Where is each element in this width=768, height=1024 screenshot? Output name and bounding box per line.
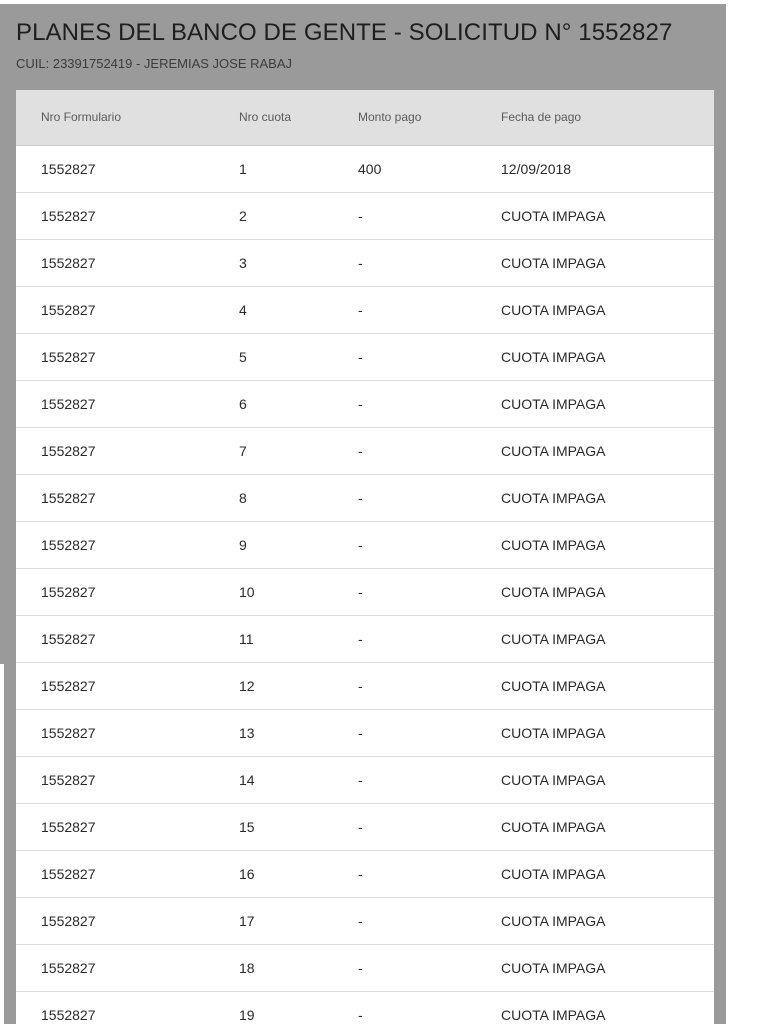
cell-fecha-pago: CUOTA IMPAGA: [501, 756, 714, 803]
table-row[interactable]: [16, 850, 714, 897]
table-row[interactable]: [16, 991, 714, 1024]
cell-nro-formulario: 1552827: [16, 662, 239, 709]
table-row[interactable]: [16, 615, 714, 662]
cell-nro-formulario: 1552827: [16, 568, 239, 615]
table-row[interactable]: [16, 427, 714, 474]
cell-fecha-pago: CUOTA IMPAGA: [501, 991, 714, 1024]
cell-fecha-pago: 12/09/2018: [501, 145, 714, 192]
table-row[interactable]: [16, 474, 714, 521]
cell-nro-cuota: 5: [239, 333, 358, 380]
column-header-monto-pago[interactable]: Monto pago: [358, 90, 501, 145]
cell-fecha-pago: CUOTA IMPAGA: [501, 192, 714, 239]
cell-nro-cuota: 15: [239, 803, 358, 850]
cell-fecha-pago: CUOTA IMPAGA: [501, 239, 714, 286]
cell-fecha-pago: CUOTA IMPAGA: [501, 709, 714, 756]
cell-monto-pago: -: [358, 192, 501, 239]
cell-monto-pago: -: [358, 474, 501, 521]
table-row[interactable]: [16, 145, 714, 192]
cell-nro-formulario: 1552827: [16, 897, 239, 944]
cell-monto-pago: -: [358, 568, 501, 615]
cell-nro-cuota: 6: [239, 380, 358, 427]
cell-monto-pago: -: [358, 803, 501, 850]
table-header-row: [16, 90, 714, 145]
cell-monto-pago: -: [358, 897, 501, 944]
page-header: [16, 14, 716, 76]
cell-monto-pago: -: [358, 521, 501, 568]
cell-monto-pago: -: [358, 850, 501, 897]
cell-monto-pago: -: [358, 333, 501, 380]
cell-monto-pago: -: [358, 380, 501, 427]
cell-fecha-pago: CUOTA IMPAGA: [501, 568, 714, 615]
cell-fecha-pago: CUOTA IMPAGA: [501, 944, 714, 991]
panel-edge: [0, 664, 4, 1024]
cell-monto-pago: -: [358, 615, 501, 662]
cell-nro-cuota: 4: [239, 286, 358, 333]
table-row[interactable]: [16, 286, 714, 333]
cell-nro-formulario: 1552827: [16, 991, 239, 1024]
cell-fecha-pago: CUOTA IMPAGA: [501, 521, 714, 568]
table-row[interactable]: [16, 380, 714, 427]
cell-nro-cuota: 19: [239, 991, 358, 1024]
cell-nro-cuota: 12: [239, 662, 358, 709]
cell-fecha-pago: CUOTA IMPAGA: [501, 286, 714, 333]
cell-fecha-pago: CUOTA IMPAGA: [501, 380, 714, 427]
table-body: [16, 145, 714, 1024]
cell-nro-formulario: 1552827: [16, 286, 239, 333]
cell-nro-cuota: 3: [239, 239, 358, 286]
installments-table: [16, 90, 714, 1024]
cell-monto-pago: -: [358, 709, 501, 756]
cell-nro-formulario: 1552827: [16, 192, 239, 239]
cell-nro-formulario: 1552827: [16, 380, 239, 427]
table-row[interactable]: [16, 568, 714, 615]
cell-nro-formulario: 1552827: [16, 145, 239, 192]
page-subtitle: CUIL: 23391752419 - JEREMIAS JOSE RABAJ: [16, 56, 293, 71]
cell-fecha-pago: CUOTA IMPAGA: [501, 474, 714, 521]
column-header-fecha-pago[interactable]: Fecha de pago: [501, 90, 714, 145]
column-header-nro-cuota[interactable]: Nro cuota: [239, 90, 358, 145]
cell-nro-cuota: 7: [239, 427, 358, 474]
cell-fecha-pago: CUOTA IMPAGA: [501, 615, 714, 662]
cell-monto-pago: -: [358, 286, 501, 333]
cell-nro-formulario: 1552827: [16, 521, 239, 568]
table-row[interactable]: [16, 521, 714, 568]
table-row[interactable]: [16, 756, 714, 803]
cell-monto-pago: -: [358, 991, 501, 1024]
table-row[interactable]: [16, 192, 714, 239]
column-header-nro-formulario[interactable]: Nro Formulario: [16, 90, 239, 145]
cell-nro-formulario: 1552827: [16, 427, 239, 474]
cell-fecha-pago: CUOTA IMPAGA: [501, 333, 714, 380]
cell-fecha-pago: CUOTA IMPAGA: [501, 662, 714, 709]
cell-nro-cuota: 10: [239, 568, 358, 615]
cell-nro-formulario: 1552827: [16, 803, 239, 850]
cell-nro-cuota: 18: [239, 944, 358, 991]
cell-nro-formulario: 1552827: [16, 615, 239, 662]
cell-nro-formulario: 1552827: [16, 756, 239, 803]
cell-nro-cuota: 17: [239, 897, 358, 944]
table-row[interactable]: [16, 944, 714, 991]
cell-nro-formulario: 1552827: [16, 239, 239, 286]
cell-monto-pago: -: [358, 944, 501, 991]
table-row[interactable]: [16, 239, 714, 286]
table-row[interactable]: [16, 897, 714, 944]
cell-fecha-pago: CUOTA IMPAGA: [501, 427, 714, 474]
cell-nro-formulario: 1552827: [16, 474, 239, 521]
cell-fecha-pago: CUOTA IMPAGA: [501, 897, 714, 944]
cell-monto-pago: 400: [358, 145, 501, 192]
cell-nro-cuota: 13: [239, 709, 358, 756]
cell-nro-cuota: 1: [239, 145, 358, 192]
cell-nro-cuota: 9: [239, 521, 358, 568]
table-row[interactable]: [16, 333, 714, 380]
page-title: PLANES DEL BANCO DE GENTE - SOLICITUD N° 1552827: [16, 19, 673, 46]
cell-monto-pago: -: [358, 662, 501, 709]
table-row[interactable]: [16, 662, 714, 709]
cell-monto-pago: -: [358, 756, 501, 803]
table-row[interactable]: [16, 709, 714, 756]
cell-fecha-pago: CUOTA IMPAGA: [501, 803, 714, 850]
cell-fecha-pago: CUOTA IMPAGA: [501, 850, 714, 897]
cell-monto-pago: -: [358, 427, 501, 474]
cell-nro-cuota: 2: [239, 192, 358, 239]
cell-nro-formulario: 1552827: [16, 850, 239, 897]
cell-nro-cuota: 11: [239, 615, 358, 662]
cell-nro-formulario: 1552827: [16, 709, 239, 756]
cell-nro-formulario: 1552827: [16, 333, 239, 380]
cell-nro-cuota: 8: [239, 474, 358, 521]
cell-monto-pago: -: [358, 239, 501, 286]
cell-nro-formulario: 1552827: [16, 944, 239, 991]
table-row[interactable]: [16, 803, 714, 850]
table-header: [16, 90, 714, 145]
cell-nro-cuota: 16: [239, 850, 358, 897]
cell-nro-cuota: 14: [239, 756, 358, 803]
installments-table-card: [16, 90, 714, 1024]
